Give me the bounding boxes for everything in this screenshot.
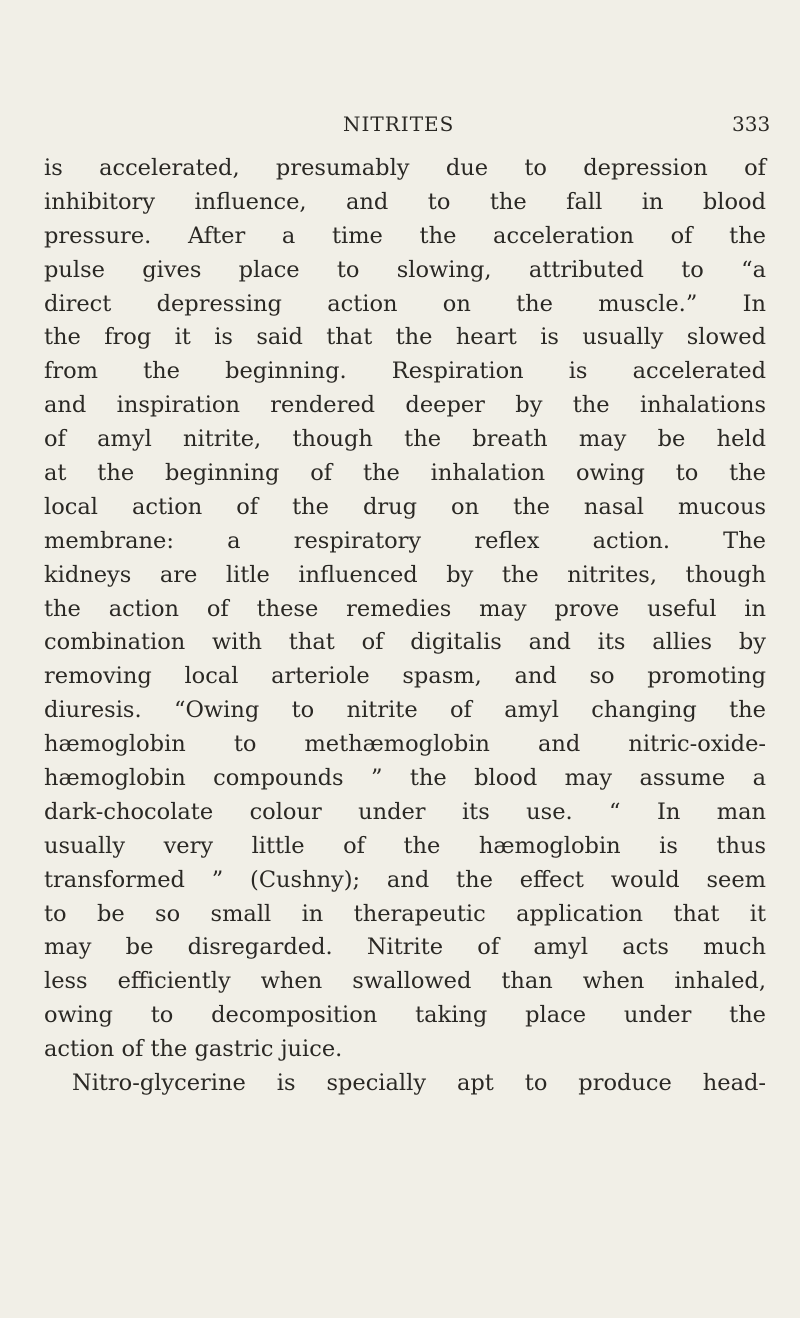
text-line: is accelerated, presumably due to depression of [44,155,766,181]
text-line: direct depressing action on the muscle.” In [44,290,766,317]
text-line: dark-chocolate colour under its use. “ In man [44,798,766,825]
text-line: hæmoglobin to methæmoglobin and nitric-oxide- [44,731,766,758]
text-line: diuresis. “Owing to nitrite of amyl changing the [44,697,766,724]
text-line: inhibitory influence, and to the fall in blood [44,188,766,215]
text-line: membrane: a respiratory reflex action. The [44,527,766,554]
text-line: removing local arteriole spasm, and so promoting [44,663,766,690]
page-header [0,112,800,142]
text-line: from the beginning. Respiration is accelerated [44,358,766,385]
text-line: kidneys are litle influenced by the nitrites, though [44,561,766,588]
text-line: to be so small in therapeutic application that it [44,900,766,927]
text-line: action of the gastric juice. [44,1036,343,1063]
text-line: at the beginning of the inhalation owing to the [44,460,766,487]
text-line: usually very little of the hæmoglobin is thus [44,832,766,859]
page-number: 333 [732,112,771,136]
text-line: less efficiently when swallowed than when inhaled, [44,968,766,995]
running-title: NITRITES [343,112,455,136]
text-line: of amyl nitrite, though the breath may be held [44,426,766,453]
text-line: local action of the drug on the nasal mucous [44,493,766,520]
text-line: owing to decomposition taking place under the [44,1002,766,1029]
body-text [44,152,766,1101]
text-line: the action of these remedies may prove useful in [44,595,766,622]
text-line: and inspiration rendered deeper by the inhalations [44,392,766,419]
text-line: hæmoglobin compounds ” the blood may assume a [44,765,766,792]
text-line: the frog it is said that the heart is usually slowed [44,324,766,351]
text-line: Nitro-glycerine is specially apt to produce head- [72,1070,766,1097]
text-line: may be disregarded. Nitrite of amyl acts much [44,934,766,961]
text-line: pressure. After a time the acceleration of the [44,222,766,249]
text-line: transformed ” (Cushny); and the effect would seem [44,866,766,893]
text-line: pulse gives place to slowing, attributed to “a [44,256,766,283]
text-line: combination with that of digitalis and its allies by [44,629,766,656]
